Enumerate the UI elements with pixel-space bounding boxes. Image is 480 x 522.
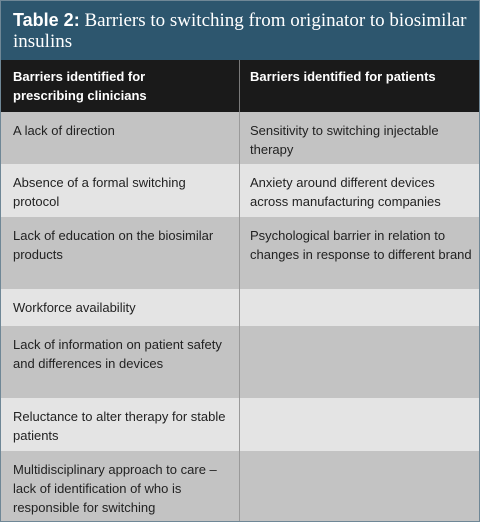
table-row [1,326,479,398]
table-row [1,451,479,521]
header-divider [239,60,240,112]
cell-patient: Sensitivity to switching injectable therapy [250,123,439,157]
cell-clinician: Lack of education on the biosimilar products [13,228,214,262]
cell-clinician: Reluctance to alter therapy for stable patients [13,409,226,443]
cell-clinician: Absence of a formal switching protocol [13,175,186,209]
table-title: Barriers to switching from originator to biosimilar insulins [13,10,467,52]
cell-clinician: Workforce availability [13,300,136,315]
table-header [1,60,479,112]
cell-clinician: A lack of direction [13,123,115,138]
cell-clinician: Lack of information on patient safety and differences in devices [13,337,222,371]
cell-patient: Anxiety around different devices across manufacturing companies [250,175,441,209]
table-row [1,289,479,326]
table-row [1,398,479,451]
cell-patient: Psychological barrier in relation to changes in response to different brand [250,228,472,262]
header-clinicians: Barriers identified for prescribing clinicians [13,69,147,103]
table-row [1,217,479,289]
header-patients: Barriers identified for patients [250,69,436,84]
table-row [1,164,479,217]
table-label: Table 2: [13,10,80,30]
column-divider [239,112,240,521]
table-row [1,112,479,164]
table-caption [1,1,479,60]
cell-clinician: Multidisciplinary approach to care – lack of identification of who is responsible for switching [13,462,217,515]
